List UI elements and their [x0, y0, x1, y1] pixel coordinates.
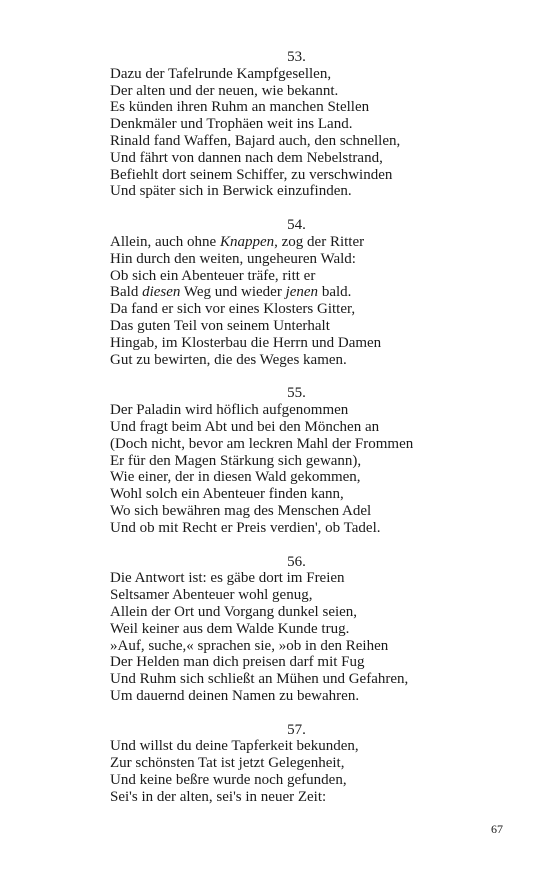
- verse-line: [110, 318, 510, 335]
- text-segment: Rinald fand Waffen, Bajard auch, den schnellen,: [110, 132, 401, 149]
- text-segment: Und fährt von dannen nach dem Nebelstrand,: [110, 149, 383, 166]
- text-segment: Wo sich bewähren mag des Menschen Adel: [110, 502, 372, 519]
- text-segment: Der Helden man dich preisen darf mit Fug: [110, 654, 365, 671]
- text-segment: Und später sich in Berwick einzufinden.: [110, 183, 352, 200]
- text-segment: Da fand er sich vor eines Klosters Gitter,: [110, 301, 356, 318]
- text-segment: Der Paladin wird höflich aufgenommen: [110, 402, 349, 419]
- verse-line: [110, 167, 510, 184]
- text-segment: Und keine beßre wurde noch gefunden,: [110, 772, 347, 789]
- italic-text: diesen: [142, 284, 181, 301]
- verse-line: [110, 486, 510, 503]
- verse-line: [110, 419, 510, 436]
- verse-line: [110, 587, 510, 604]
- text-segment: Und willst du deine Tapferkeit bekunden,: [110, 738, 359, 755]
- text-segment: Zur schönsten Tat ist jetzt Gelegenheit,: [110, 755, 345, 772]
- verse-line: [110, 83, 510, 100]
- stanza-54: [110, 217, 510, 368]
- text-segment: Er für den Magen Stärkung sich gewann),: [110, 452, 362, 469]
- verse-line: [110, 638, 510, 655]
- italic-text: Knappen: [219, 233, 275, 250]
- text-segment: Bald: [110, 284, 143, 301]
- text-segment: Es künden ihren Ruhm an manchen Stellen: [110, 99, 370, 116]
- stanza-number: 53.: [287, 49, 306, 65]
- verse-line: [110, 301, 510, 318]
- verse-line: [110, 133, 510, 150]
- text-segment: Denkmäler und Trophäen weit ins Land.: [110, 116, 353, 133]
- verse-line: [110, 688, 510, 705]
- text-segment: Sei's in der alten, sei's in neuer Zeit:: [110, 788, 327, 805]
- text-segment: Der alten und der neuen, wie bekannt.: [110, 82, 339, 99]
- verse-line: [110, 268, 510, 285]
- text-segment: (Doch nicht, bevor am leckren Mahl der Frommen: [110, 435, 414, 452]
- text-segment: Und ob mit Recht er Preis verdien', ob Tadel.: [110, 519, 381, 536]
- stanza-57: [110, 722, 510, 806]
- stanza-number: 57.: [287, 721, 306, 738]
- text-segment: Das guten Teil von seinem Unterhalt: [110, 317, 330, 334]
- verse-line: [110, 335, 510, 352]
- verse-line: [110, 503, 510, 520]
- verse-line: [110, 772, 510, 789]
- italic-text: jenen: [285, 284, 319, 301]
- text-segment: Um dauernd deinen Namen zu bewahren.: [110, 687, 360, 704]
- text-segment: Seltsamer Abenteuer wohl genug,: [110, 587, 313, 604]
- text-segment: Gut zu bewirten, die des Weges kamen.: [110, 351, 347, 368]
- text-segment: bald.: [318, 284, 352, 301]
- poem-text: [110, 49, 510, 823]
- text-segment: Allein, auch ohne: [110, 233, 220, 250]
- verse-line: [110, 738, 510, 755]
- text-segment: Ob sich ein Abenteuer träfe, ritt er: [110, 267, 316, 284]
- verse-line: [110, 183, 510, 200]
- verse-line: [110, 150, 510, 167]
- verse-line: [110, 99, 510, 116]
- stanza-number: 56.: [287, 553, 306, 570]
- text-segment: Wohl solch ein Abenteuer finden kann,: [110, 486, 344, 503]
- verse-line: [110, 469, 510, 486]
- stanza-55: [110, 385, 510, 536]
- text-segment: , zog der Ritter: [274, 233, 365, 250]
- verse-line: [110, 66, 510, 83]
- stanza-number: 54.: [287, 217, 306, 234]
- verse-line: [110, 453, 510, 470]
- stanza-53: [110, 49, 510, 200]
- text-segment: Wie einer, der in diesen Wald gekommen,: [110, 469, 361, 486]
- verse-line: [110, 234, 510, 251]
- text-segment: Befiehlt dort seinem Schiffer, zu verschwinden: [110, 166, 393, 183]
- stanza-56: [110, 554, 510, 705]
- text-segment: Hin durch den weiten, ungeheuren Wald:: [110, 250, 356, 267]
- page-number: 67: [491, 822, 503, 836]
- text-segment: Hingab, im Klosterbau die Herrn und Damen: [110, 334, 382, 351]
- verse-line: [110, 402, 510, 419]
- verse-line: [110, 570, 510, 587]
- verse-line: [110, 436, 510, 453]
- text-segment: Und fragt beim Abt und bei den Mönchen an: [110, 418, 380, 435]
- stanza-number: 55.: [287, 385, 306, 402]
- text-segment: Dazu der Tafelrunde Kampfgesellen,: [110, 65, 332, 82]
- verse-line: [110, 520, 510, 537]
- verse-line: [110, 284, 510, 301]
- verse-line: [110, 789, 510, 806]
- text-segment: Allein der Ort und Vorgang dunkel seien,: [110, 603, 358, 620]
- verse-line: [110, 116, 510, 133]
- verse-line: [110, 604, 510, 621]
- verse-line: [110, 755, 510, 772]
- text-segment: Weil keiner aus dem Walde Kunde trug.: [110, 620, 350, 637]
- verse-line: [110, 621, 510, 638]
- text-segment: »Auf, suche,« sprachen sie, »ob in den Reihen: [110, 637, 389, 654]
- text-segment: Die Antwort ist: es gäbe dort im Freien: [110, 570, 345, 587]
- verse-line: [110, 654, 510, 671]
- text-segment: Und Ruhm sich schließt an Mühen und Gefahren,: [110, 671, 409, 688]
- text-segment: Weg und wieder: [180, 284, 286, 301]
- verse-line: [110, 352, 510, 369]
- verse-line: [110, 251, 510, 268]
- verse-line: [110, 671, 510, 688]
